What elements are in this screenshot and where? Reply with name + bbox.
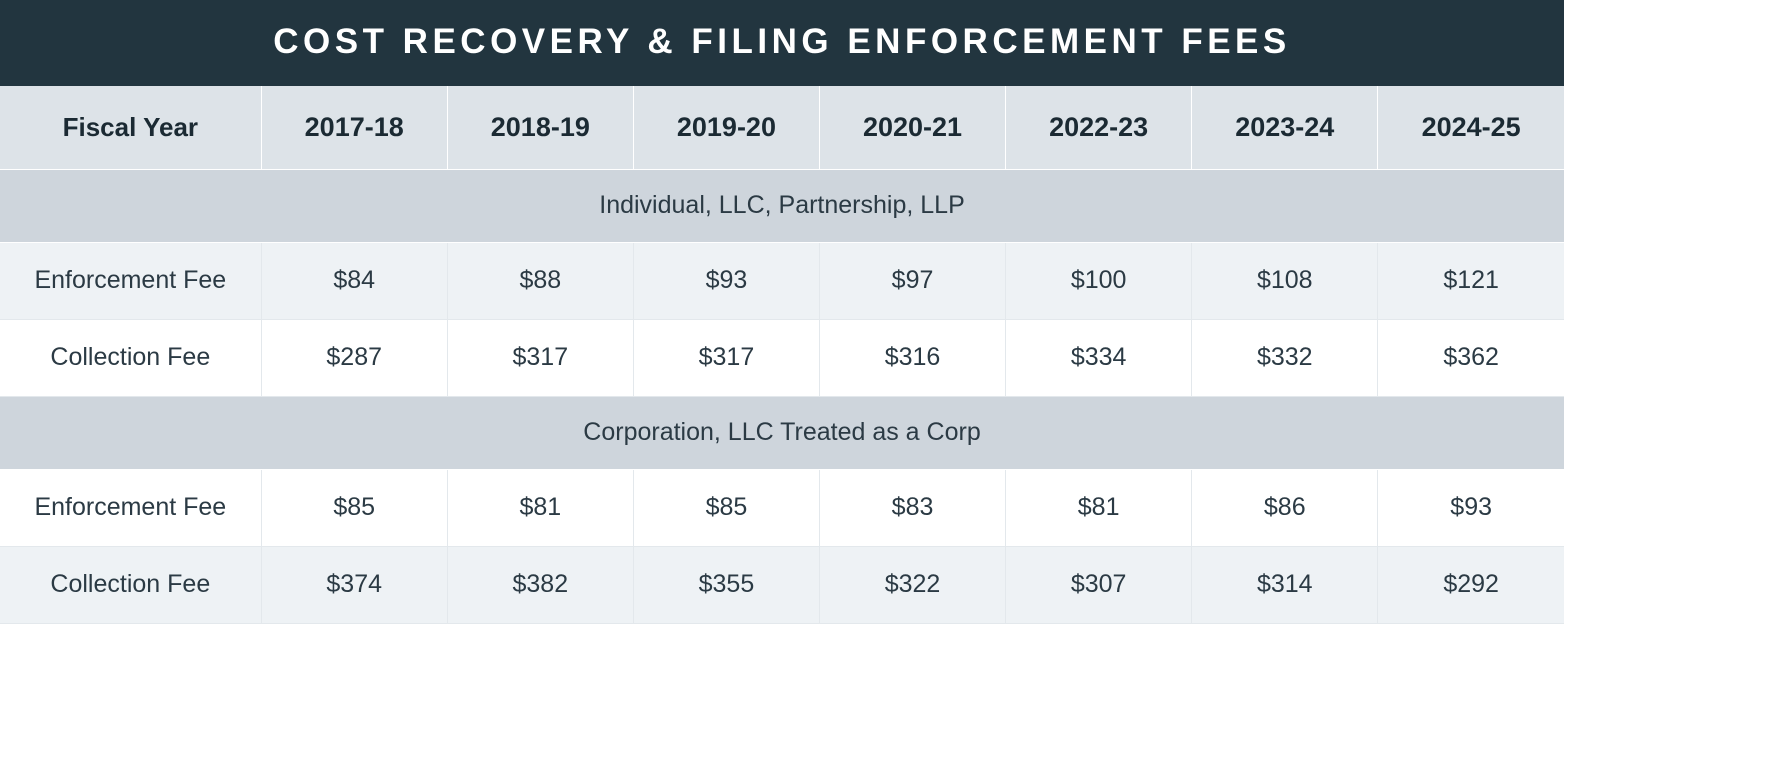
cell-value: $317 bbox=[447, 320, 633, 397]
table-row bbox=[0, 547, 1564, 624]
column-header-2020-21: 2020-21 bbox=[819, 86, 1005, 170]
row-label-collection-fee: Collection Fee bbox=[0, 320, 261, 397]
cell-value: $81 bbox=[447, 470, 633, 547]
cell-value: $382 bbox=[447, 547, 633, 624]
cell-value: $85 bbox=[633, 470, 819, 547]
row-label-enforcement-fee: Enforcement Fee bbox=[0, 470, 261, 547]
table-row bbox=[0, 320, 1564, 397]
cell-value: $81 bbox=[1006, 470, 1192, 547]
table-row bbox=[0, 243, 1564, 320]
cell-value: $316 bbox=[819, 320, 1005, 397]
group-label-individual: Individual, LLC, Partnership, LLP bbox=[0, 170, 1564, 243]
cell-value: $93 bbox=[1378, 470, 1564, 547]
cell-value: $292 bbox=[1378, 547, 1564, 624]
column-header-2023-24: 2023-24 bbox=[1192, 86, 1378, 170]
column-header-2018-19: 2018-19 bbox=[447, 86, 633, 170]
cell-value: $88 bbox=[447, 243, 633, 320]
column-header-2017-18: 2017-18 bbox=[261, 86, 447, 170]
row-label-enforcement-fee: Enforcement Fee bbox=[0, 243, 261, 320]
table-title-row bbox=[0, 0, 1564, 86]
cell-value: $85 bbox=[261, 470, 447, 547]
cell-value: $83 bbox=[819, 470, 1005, 547]
group-header-row bbox=[0, 397, 1564, 470]
column-header-2019-20: 2019-20 bbox=[633, 86, 819, 170]
cell-value: $100 bbox=[1006, 243, 1192, 320]
row-label-collection-fee: Collection Fee bbox=[0, 547, 261, 624]
group-label-corporation: Corporation, LLC Treated as a Corp bbox=[0, 397, 1564, 470]
cell-value: $307 bbox=[1006, 547, 1192, 624]
cell-value: $334 bbox=[1006, 320, 1192, 397]
table-bottom-spacer bbox=[0, 624, 1564, 649]
table-header-row bbox=[0, 86, 1564, 170]
cell-value: $97 bbox=[819, 243, 1005, 320]
cell-value: $355 bbox=[633, 547, 819, 624]
cell-value: $317 bbox=[633, 320, 819, 397]
cell-value: $287 bbox=[261, 320, 447, 397]
cell-value: $108 bbox=[1192, 243, 1378, 320]
column-header-2022-23: 2022-23 bbox=[1006, 86, 1192, 170]
column-header-2024-25: 2024-25 bbox=[1378, 86, 1564, 170]
cell-value: $121 bbox=[1378, 243, 1564, 320]
table-row bbox=[0, 470, 1564, 547]
page-title: COST RECOVERY & FILING ENFORCEMENT FEES bbox=[0, 0, 1564, 86]
cell-value: $93 bbox=[633, 243, 819, 320]
column-header-fiscal-year: Fiscal Year bbox=[0, 86, 261, 170]
cell-value: $84 bbox=[261, 243, 447, 320]
cell-value: $314 bbox=[1192, 547, 1378, 624]
cell-value: $322 bbox=[819, 547, 1005, 624]
cell-value: $374 bbox=[261, 547, 447, 624]
cell-value: $332 bbox=[1192, 320, 1378, 397]
cell-value: $362 bbox=[1378, 320, 1564, 397]
cell-value: $86 bbox=[1192, 470, 1378, 547]
group-header-row bbox=[0, 170, 1564, 243]
